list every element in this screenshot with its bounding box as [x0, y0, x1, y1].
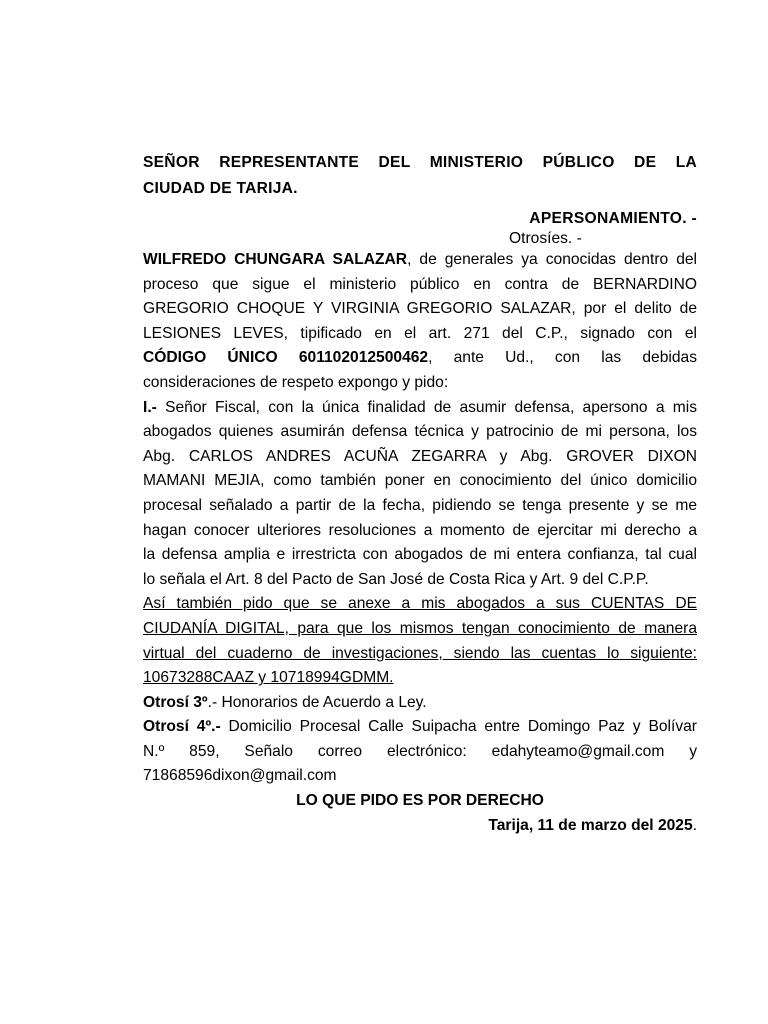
- intro-line-1-text: , de generales ya conocidas dentro del: [407, 251, 698, 268]
- section-1-line-8: lo señala el Art. 8 del Pacto de San José de Costa Rica y Art. 9 del C.P.P.: [143, 570, 649, 588]
- intro-line-3: GREGORIO CHOQUE Y VIRGINIA GREGORIO SALAZAR, por el delito de: [143, 300, 697, 318]
- place-date-period: .: [692, 816, 697, 834]
- intro-line-4: LESIONES LEVES, tipificado en el art. 271 del C.P., signado con el: [143, 324, 697, 342]
- digital-accounts-line-4: 10673288CAAZ y 10718994GDMM.: [143, 669, 394, 687]
- section-1-line-4: MAMANI MEJIA, como también poner en conocimiento del único domicilio: [143, 472, 697, 490]
- section-1-line-7: la defensa amplia e irrestricta con abogados de mi entera confianza, tal cual: [143, 546, 697, 564]
- place-date: Tarija, 11 de marzo del 2025: [488, 816, 693, 834]
- addressee-line-2: CIUDAD DE TARIJA.: [143, 180, 298, 197]
- otrosi-3-text: .- Honorarios de Acuerdo a Ley.: [207, 693, 427, 711]
- otrosi-4-line-2: N.º 859, Señalo correo electrónico: edahyteamo@gmail.com y: [143, 742, 697, 760]
- section-1-line-6: hagan conocer ulteriores resoluciones a momento de ejercitar mi derecho a: [143, 521, 697, 539]
- section-1-line-2: abogados quienes asumirán defensa técnica y patrocinio de mi persona, los: [143, 423, 697, 441]
- intro-line-6: consideraciones de respeto expongo y pido:: [143, 373, 449, 391]
- digital-accounts-line-2: CIUDANÍA DIGITAL, para que los mismos tengan conocimiento de manera: [143, 619, 697, 637]
- intro-line-1: [143, 248, 697, 273]
- otrosi-3-label: Otrosí 3º: [143, 693, 208, 711]
- document-page: [143, 150, 697, 838]
- otrosi-4-line-3: 71868596dixon@gmail.com: [143, 767, 337, 785]
- section-1-line-1-text: Señor Fiscal, con la única finalidad de asumir defensa, apersono a mis: [156, 398, 697, 416]
- petitioner-name: WILFREDO CHUNGARA SALAZAR: [143, 251, 408, 268]
- section-1-line-5: procesal señalado a partir de la fecha, pidiendo se tenga presente y se me: [143, 496, 697, 514]
- intro-line-5-text: , ante Ud., con las debidas: [428, 349, 697, 367]
- intro-line-5: [143, 346, 697, 371]
- intro-line-2: proceso que sigue el ministerio público en contra de BERNARDINO: [143, 275, 697, 293]
- case-code: CÓDIGO ÚNICO 601102012500462: [143, 349, 429, 367]
- otrosi-4-line-1-text: Domicilio Procesal Calle Suipacha entre Domingo Paz y Bolívar: [220, 718, 697, 736]
- otrosi-3-line: [143, 691, 697, 716]
- place-date-line: [143, 814, 697, 839]
- subject-otrosies: Otrosíes. -: [509, 230, 582, 247]
- otrosi-4-label: Otrosí 4º.-: [143, 718, 221, 736]
- digital-accounts-line-3: virtual del cuaderno de investigaciones, siendo las cuentas lo siguiente:: [143, 644, 697, 662]
- addressee-line-1: SEÑOR REPRESENTANTE DEL MINISTERIO PÚBLICO DE LA: [143, 154, 697, 171]
- subject-title: APERSONAMIENTO. -: [529, 210, 697, 227]
- section-1-line-3: Abg. CARLOS ANDRES ACUÑA ZEGARRA y Abg. GROVER DIXON: [143, 447, 697, 465]
- digital-accounts-line-1: Así también pido que se anexe a mis abogados a sus CUENTAS DE: [143, 595, 697, 613]
- section-1-line-1: [143, 396, 697, 421]
- closing-request: LO QUE PIDO ES POR DERECHO: [296, 792, 544, 810]
- otrosi-4-line-1: [143, 715, 697, 740]
- section-1-marker: I.-: [143, 398, 157, 416]
